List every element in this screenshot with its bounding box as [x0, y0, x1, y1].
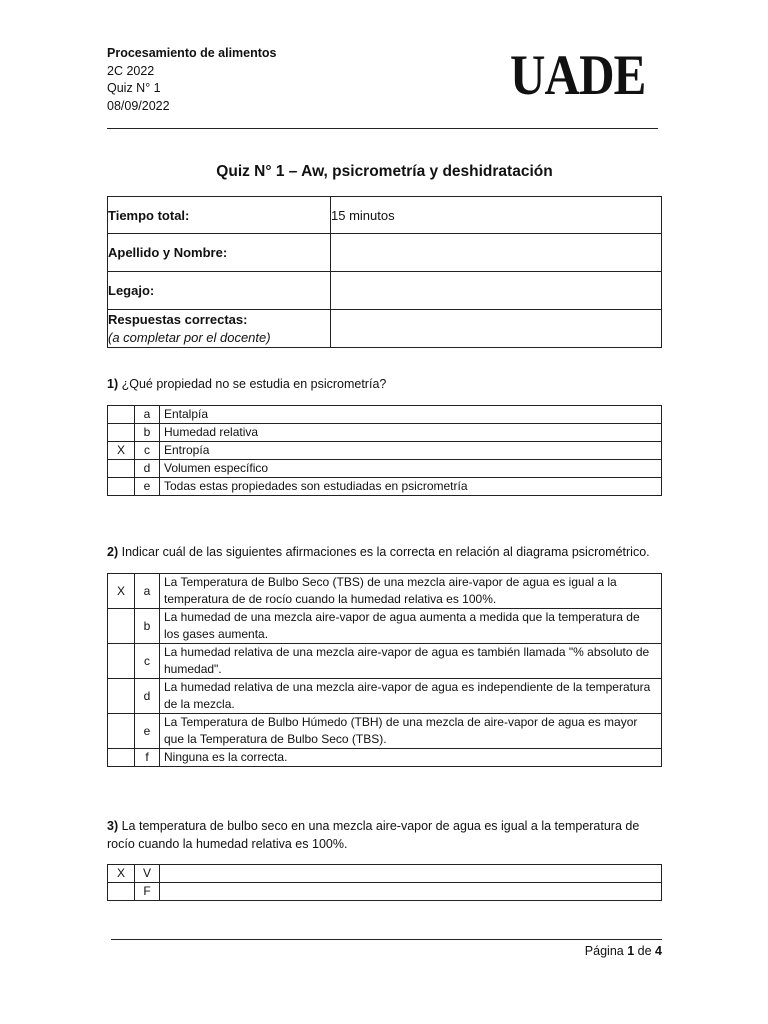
answer-mark — [108, 679, 135, 714]
answer-mark — [108, 460, 135, 478]
option-row — [108, 574, 662, 609]
page-current: 1 — [627, 944, 635, 958]
option-letter: c — [135, 644, 160, 679]
option-letter: F — [135, 883, 160, 901]
option-letter: a — [135, 406, 160, 424]
question-text: La temperatura de bulbo seco en una mezcla aire-vapor de agua es igual a la temperatura de rocío cuando la humedad relativa es 100%. — [107, 819, 640, 851]
answer-mark — [108, 644, 135, 679]
option-row — [108, 442, 662, 460]
option-text: Ninguna es la correcta. — [160, 749, 662, 767]
info-label-cell — [108, 310, 331, 348]
answer-mark — [108, 714, 135, 749]
question-1 — [107, 375, 662, 393]
document-header — [107, 45, 277, 115]
question-number: 3) — [107, 819, 119, 833]
option-letter: d — [135, 679, 160, 714]
question-1-options — [107, 405, 662, 496]
option-letter: b — [135, 609, 160, 644]
option-row — [108, 865, 662, 883]
option-text: La humedad relativa de una mezcla aire-vapor de agua es también llamada "% absoluto de humedad". — [160, 644, 662, 679]
option-row — [108, 424, 662, 442]
option-text: Humedad relativa — [160, 424, 662, 442]
option-letter: b — [135, 424, 160, 442]
info-row — [108, 197, 662, 234]
question-3 — [107, 817, 662, 853]
info-value: 15 minutos — [331, 197, 662, 234]
answer-mark — [108, 883, 135, 901]
header-rule — [107, 128, 658, 129]
info-row — [108, 272, 662, 310]
answer-mark: X — [108, 442, 135, 460]
answer-mark — [108, 609, 135, 644]
info-row — [108, 310, 662, 348]
info-sublabel: (a completar por el docente) — [108, 329, 271, 345]
answer-mark: X — [108, 865, 135, 883]
question-text: Indicar cuál de las siguientes afirmaciones es la correcta en relación al diagrama psicrométrico. — [121, 545, 650, 559]
option-row — [108, 679, 662, 714]
info-value — [331, 310, 662, 348]
page-of: de — [637, 944, 652, 958]
option-text: Entalpía — [160, 406, 662, 424]
question-number: 2) — [107, 545, 119, 559]
option-letter: c — [135, 442, 160, 460]
option-text: Todas estas propiedades son estudiadas en psicrometría — [160, 478, 662, 496]
option-text: Volumen específico — [160, 460, 662, 478]
uade-logo: UADE — [510, 44, 646, 107]
option-row — [108, 460, 662, 478]
info-value — [331, 234, 662, 272]
term: 2C 2022 — [107, 63, 155, 78]
page-word: Página — [584, 944, 624, 958]
option-row — [108, 478, 662, 496]
option-text: Entropía — [160, 442, 662, 460]
option-letter: d — [135, 460, 160, 478]
question-2-options — [107, 573, 662, 767]
option-letter: V — [135, 865, 160, 883]
answer-mark: X — [108, 574, 135, 609]
option-row — [108, 714, 662, 749]
info-label: Legajo: — [108, 272, 331, 310]
student-info-table — [107, 196, 662, 348]
question-number: 1) — [107, 377, 119, 391]
option-text: La humedad relativa de una mezcla aire-vapor de agua es independiente de la temperatura de la mezcla. — [160, 679, 662, 714]
info-row — [108, 234, 662, 272]
answer-mark — [108, 406, 135, 424]
info-label: Tiempo total: — [108, 197, 331, 234]
page-total: 4 — [655, 944, 662, 958]
course-name: Procesamiento de alimentos — [107, 46, 277, 60]
option-letter: e — [135, 714, 160, 749]
question-text: ¿Qué propiedad no se estudia en psicrometría? — [121, 377, 387, 391]
option-letter: a — [135, 574, 160, 609]
info-label: Apellido y Nombre: — [108, 234, 331, 272]
quiz-date: 08/09/2022 — [107, 98, 170, 113]
answer-mark — [108, 749, 135, 767]
question-3-options — [107, 864, 662, 901]
option-row — [108, 609, 662, 644]
option-text: La humedad de una mezcla aire-vapor de agua aumenta a medida que la temperatura de los gases aumenta. — [160, 609, 662, 644]
option-text: La Temperatura de Bulbo Húmedo (TBH) de una mezcla de aire-vapor de agua es mayor que la Temperatura de Bulbo Seco (TBS). — [160, 714, 662, 749]
page-indicator — [585, 944, 662, 958]
option-row — [108, 883, 662, 901]
quiz-label: Quiz N° 1 — [107, 81, 161, 95]
question-2 — [107, 543, 667, 561]
footer-rule — [111, 939, 662, 940]
option-letter: f — [135, 749, 160, 767]
info-label: Respuestas correctas: — [108, 311, 248, 327]
info-value — [331, 272, 662, 310]
option-text — [160, 865, 662, 883]
quiz-title: Quiz N° 1 – Aw, psicrometría y deshidratación — [216, 163, 553, 180]
option-row — [108, 644, 662, 679]
option-text: La Temperatura de Bulbo Seco (TBS) de una mezcla aire-vapor de agua es igual a la temperatura de de rocío cuando la humedad relativa es 100%. — [160, 574, 662, 609]
option-letter: e — [135, 478, 160, 496]
option-row — [108, 406, 662, 424]
option-text — [160, 883, 662, 901]
answer-mark — [108, 478, 135, 496]
option-row — [108, 749, 662, 767]
answer-mark — [108, 424, 135, 442]
